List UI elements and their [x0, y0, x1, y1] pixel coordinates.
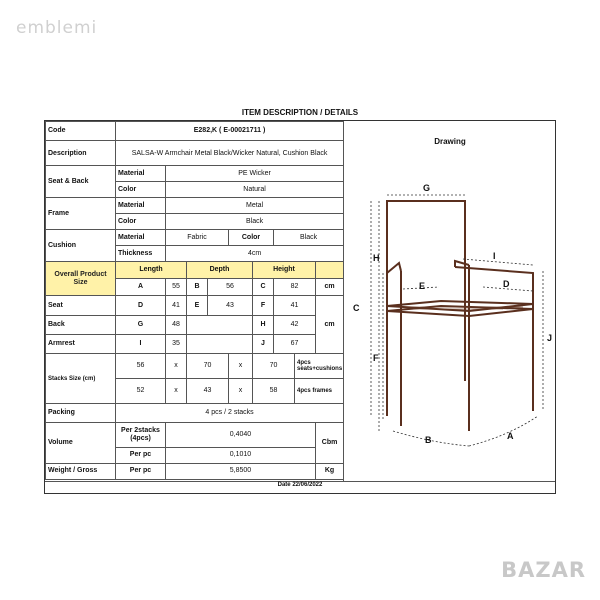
column-header: Height [253, 262, 316, 279]
row-label: Back [46, 315, 116, 334]
row-label: Overall Product Size [46, 262, 116, 296]
date-label: Date 22/06/2022 [277, 482, 323, 488]
cell-value: 35 [166, 334, 187, 353]
cell-value: 0,1010 [166, 447, 316, 463]
row-label: Cushion [46, 230, 116, 262]
table-row [46, 198, 344, 214]
empty-cell [187, 334, 253, 353]
row-label: Stacks Size (cm) [46, 354, 116, 404]
watermark-logo: emblemi [16, 18, 98, 38]
label-c: C [353, 303, 360, 313]
row-label: Armrest [46, 334, 116, 353]
table-row [46, 315, 344, 334]
sub-label: Per pc [116, 463, 166, 479]
table-row [46, 422, 344, 447]
label-f: F [373, 353, 379, 363]
table-row [46, 463, 344, 479]
row-label: Frame [46, 198, 116, 230]
table-row [46, 166, 344, 182]
dimension-key: D [116, 296, 166, 315]
row-label: Description [46, 141, 116, 166]
cell-value: 43 [187, 379, 229, 404]
cell-value: Black [274, 230, 344, 246]
label-j: J [547, 333, 553, 343]
cell-value: 43 [208, 296, 253, 315]
cell-value: 4cm [166, 246, 344, 262]
sub-label: Material [116, 166, 166, 182]
dimension-key: E [187, 296, 208, 315]
label-h: H [373, 253, 380, 263]
table-row [46, 122, 344, 141]
bazar-logo: BAZAR [501, 558, 586, 582]
sub-label: Per pc [116, 447, 166, 463]
chair-drawing [343, 161, 555, 451]
cell-value: 70 [187, 354, 229, 379]
dimension-key: F [253, 296, 274, 315]
cell-value: 41 [166, 296, 187, 315]
times-sign: x [229, 379, 253, 404]
drawing-title: Drawing [434, 137, 466, 146]
cell-value: 82 [274, 279, 316, 296]
dimension-key: I [116, 334, 166, 353]
times-sign: x [166, 354, 187, 379]
cell-value: 56 [208, 279, 253, 296]
cell-value: Metal [166, 198, 344, 214]
sub-label: Color [229, 230, 274, 246]
sub-label: Material [116, 198, 166, 214]
dimension-lines [371, 195, 543, 446]
cell-value: 5,8500 [166, 463, 316, 479]
label-e: E [419, 281, 426, 291]
dimension-key: C [253, 279, 274, 296]
label-d: D [503, 279, 510, 289]
stack-note: 4pcs frames [295, 379, 344, 404]
dimension-key: G [116, 315, 166, 334]
table-row [46, 334, 344, 353]
page-title: ITEM DESCRIPTION / DETAILS [241, 108, 359, 117]
cell-value: Black [166, 214, 344, 230]
table-row [46, 404, 344, 422]
label-b: B [425, 435, 432, 445]
empty-cell [187, 315, 253, 334]
spec-sheet [44, 120, 556, 494]
empty-cell [316, 262, 344, 279]
cell-value: 48 [166, 315, 187, 334]
code-value: E282,K ( E-00021711 ) [116, 122, 344, 141]
cell-value: 55 [166, 279, 187, 296]
unit-label: Kg [316, 463, 344, 479]
cell-value: 58 [253, 379, 295, 404]
cell-value: Fabric [166, 230, 229, 246]
sub-label: Color [116, 182, 166, 198]
dimension-key: A [116, 279, 166, 296]
sub-label: Thickness [116, 246, 166, 262]
column-header: Depth [187, 262, 253, 279]
spec-table [45, 121, 344, 494]
table-row [46, 354, 344, 379]
label-a: A [507, 431, 514, 441]
times-sign: x [229, 354, 253, 379]
label-i: I [493, 251, 496, 261]
dimension-key: H [253, 315, 274, 334]
cell-value: 52 [116, 379, 166, 404]
row-label: Seat & Back [46, 166, 116, 198]
cell-value: 0,4040 [166, 422, 316, 447]
cell-value: 67 [274, 334, 316, 353]
cell-value: 70 [253, 354, 295, 379]
column-header: Length [116, 262, 187, 279]
cell-value: 42 [274, 315, 316, 334]
cell-value: PE Wicker [166, 166, 344, 182]
dimension-key: B [187, 279, 208, 296]
cell-value: 56 [116, 354, 166, 379]
label-g: G [423, 183, 431, 193]
table-row [46, 296, 344, 315]
packing-value: 4 pcs / 2 stacks [116, 404, 344, 422]
table-row [46, 262, 344, 279]
cell-value: 41 [274, 296, 316, 315]
stack-note: 4pcs seats+cushions [295, 354, 344, 379]
unit-label: Cbm [316, 422, 344, 463]
row-label: Seat [46, 296, 116, 315]
row-label: Code [46, 122, 116, 141]
table-row [46, 141, 344, 166]
dimension-key: J [253, 334, 274, 353]
description-value: SALSA-W Armchair Metal Black/Wicker Natural, Cushion Black [116, 141, 344, 166]
table-row [46, 230, 344, 246]
cell-value: Natural [166, 182, 344, 198]
sub-label: Color [116, 214, 166, 230]
chair-frame [387, 201, 533, 431]
unit-label: cm [316, 296, 344, 354]
row-label: Weight / Gross [46, 463, 116, 479]
times-sign: x [166, 379, 187, 404]
row-label: Packing [46, 404, 116, 422]
sub-label: Material [116, 230, 166, 246]
unit-label: cm [316, 279, 344, 296]
row-label: Volume [46, 422, 116, 463]
sub-label: Per 2stacks (4pcs) [116, 422, 166, 447]
